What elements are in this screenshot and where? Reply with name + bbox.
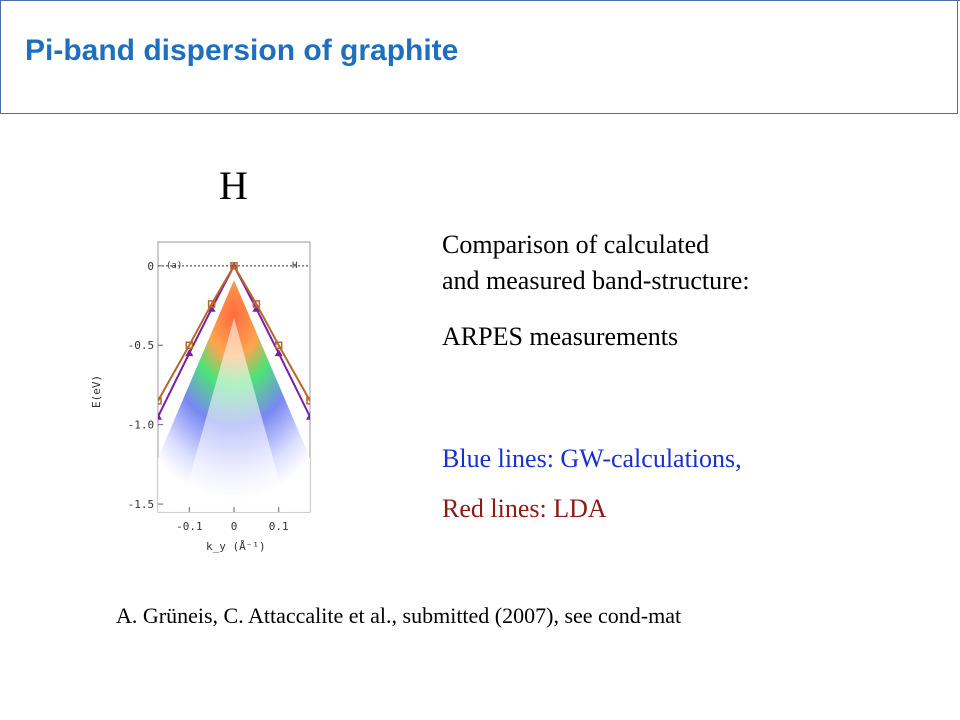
arpes-plot-svg (80, 228, 320, 568)
slide-title: Pi-band dispersion of graphite (25, 34, 459, 67)
comparison-line-1: Comparison of calculated (442, 230, 710, 259)
corner-label-left: (a) (166, 261, 183, 271)
comparison-line-2: and measured band-structure: (442, 266, 750, 295)
corner-label-right: H (292, 261, 298, 271)
red-lines-legend: Red lines: LDA (442, 494, 607, 523)
blue-lines-legend: Blue lines: GW-calculations, (442, 444, 742, 473)
x-tick-label: 0 (230, 520, 238, 533)
h-point-label: H (219, 163, 248, 208)
y-tick-label: -1.5 (127, 498, 155, 512)
y-tick-label: -0.5 (127, 339, 155, 353)
y-tick-label: 0 (147, 259, 155, 273)
y-axis-label: E(eV) (90, 374, 103, 408)
y-tick-label: -1.0 (127, 418, 155, 432)
title-rule (1, 0, 960, 1)
x-axis-label: k_y (Å⁻¹) (206, 540, 266, 553)
x-tick-label: 0.1 (268, 520, 289, 533)
title-bar (0, 0, 958, 114)
citation: A. Grüneis, C. Attaccalite et al., submitted (2007), see cond-mat (116, 603, 682, 628)
arpes-band-plot (80, 228, 320, 568)
x-tick-label: -0.1 (176, 520, 203, 533)
arpes-label: ARPES measurements (442, 322, 679, 351)
